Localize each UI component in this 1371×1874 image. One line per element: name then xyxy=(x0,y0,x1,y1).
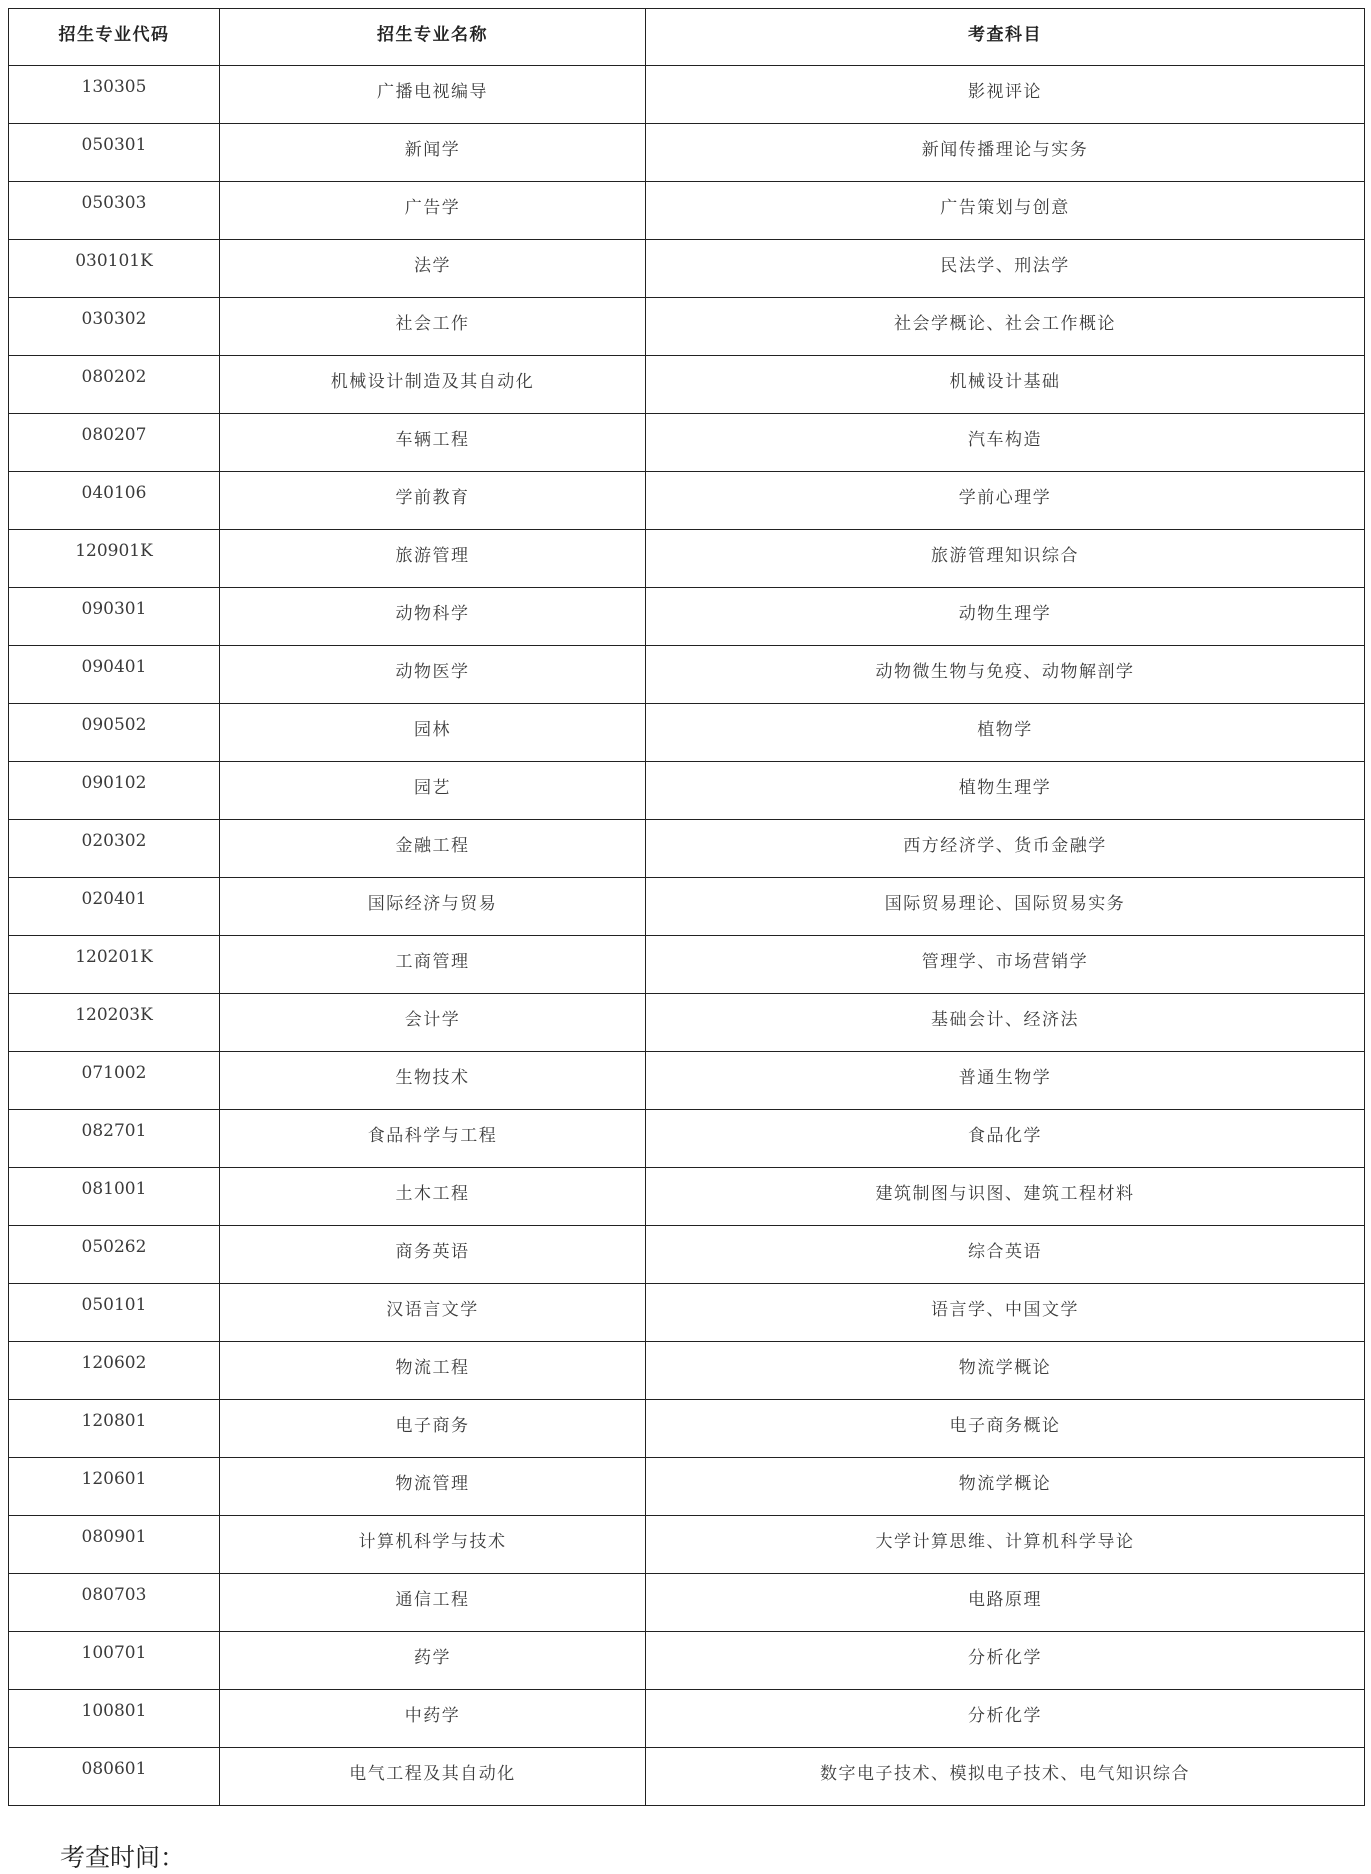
major-code-cell: 020302 xyxy=(9,820,220,878)
major-code-cell: 120901K xyxy=(9,530,220,588)
major-name-cell: 广播电视编导 xyxy=(220,66,646,124)
major-code-cell: 082701 xyxy=(9,1110,220,1168)
header-row xyxy=(9,9,1365,66)
major-name-cell: 动物医学 xyxy=(220,646,646,704)
table-row xyxy=(9,66,1365,124)
major-code-cell: 030302 xyxy=(9,298,220,356)
table-row xyxy=(9,124,1365,182)
table-row xyxy=(9,1632,1365,1690)
table-row xyxy=(9,1574,1365,1632)
major-name-cell: 通信工程 xyxy=(220,1574,646,1632)
table-row xyxy=(9,1748,1365,1806)
major-code-cell: 130305 xyxy=(9,66,220,124)
major-code-cell: 120201K xyxy=(9,936,220,994)
exam-subjects-cell: 物流学概论 xyxy=(646,1458,1365,1516)
major-name-cell: 广告学 xyxy=(220,182,646,240)
table-row xyxy=(9,1690,1365,1748)
major-code-cell: 080601 xyxy=(9,1748,220,1806)
exam-subjects-cell: 动物生理学 xyxy=(646,588,1365,646)
major-code-cell: 030101K xyxy=(9,240,220,298)
exam-subjects-cell: 新闻传播理论与实务 xyxy=(646,124,1365,182)
table-row xyxy=(9,646,1365,704)
major-code-cell: 050303 xyxy=(9,182,220,240)
table-body xyxy=(9,66,1365,1806)
exam-subjects-cell: 数字电子技术、模拟电子技术、电气知识综合 xyxy=(646,1748,1365,1806)
major-name-cell: 金融工程 xyxy=(220,820,646,878)
exam-subjects-cell: 综合英语 xyxy=(646,1226,1365,1284)
table-row xyxy=(9,936,1365,994)
table-row xyxy=(9,472,1365,530)
table-row xyxy=(9,994,1365,1052)
header-exam-subjects: 考查科目 xyxy=(646,9,1365,66)
major-code-cell: 090102 xyxy=(9,762,220,820)
table-row xyxy=(9,1052,1365,1110)
header-major-code: 招生专业代码 xyxy=(9,9,220,66)
major-name-cell: 学前教育 xyxy=(220,472,646,530)
exam-subjects-cell: 影视评论 xyxy=(646,66,1365,124)
exam-subjects-cell: 分析化学 xyxy=(646,1690,1365,1748)
exam-subjects-cell: 建筑制图与识图、建筑工程材料 xyxy=(646,1168,1365,1226)
exam-subjects-cell: 植物生理学 xyxy=(646,762,1365,820)
major-code-cell: 100701 xyxy=(9,1632,220,1690)
major-code-cell: 050262 xyxy=(9,1226,220,1284)
table-row xyxy=(9,530,1365,588)
table-row xyxy=(9,182,1365,240)
major-name-cell: 汉语言文学 xyxy=(220,1284,646,1342)
exam-subjects-cell: 旅游管理知识综合 xyxy=(646,530,1365,588)
exam-subjects-cell: 物流学概论 xyxy=(646,1342,1365,1400)
major-code-cell: 120602 xyxy=(9,1342,220,1400)
major-name-cell: 中药学 xyxy=(220,1690,646,1748)
exam-subjects-cell: 基础会计、经济法 xyxy=(646,994,1365,1052)
major-code-cell: 080703 xyxy=(9,1574,220,1632)
exam-subjects-cell: 电路原理 xyxy=(646,1574,1365,1632)
major-name-cell: 土木工程 xyxy=(220,1168,646,1226)
subjects-table-container xyxy=(8,8,1364,1806)
exam-subjects-cell: 广告策划与创意 xyxy=(646,182,1365,240)
major-code-cell: 120801 xyxy=(9,1400,220,1458)
major-name-cell: 车辆工程 xyxy=(220,414,646,472)
exam-subjects-cell: 汽车构造 xyxy=(646,414,1365,472)
exam-subjects-cell: 动物微生物与免疫、动物解剖学 xyxy=(646,646,1365,704)
table-row xyxy=(9,820,1365,878)
table-row xyxy=(9,762,1365,820)
table-row xyxy=(9,1342,1365,1400)
exam-subjects-cell: 普通生物学 xyxy=(646,1052,1365,1110)
major-code-cell: 081001 xyxy=(9,1168,220,1226)
header-major-name: 招生专业名称 xyxy=(220,9,646,66)
exam-subjects-cell: 大学计算思维、计算机科学导论 xyxy=(646,1516,1365,1574)
exam-subjects-cell: 分析化学 xyxy=(646,1632,1365,1690)
major-name-cell: 计算机科学与技术 xyxy=(220,1516,646,1574)
table-row xyxy=(9,356,1365,414)
exam-subjects-cell: 电子商务概论 xyxy=(646,1400,1365,1458)
table-row xyxy=(9,1226,1365,1284)
major-name-cell: 国际经济与贸易 xyxy=(220,878,646,936)
major-code-cell: 080207 xyxy=(9,414,220,472)
major-code-cell: 050101 xyxy=(9,1284,220,1342)
table-row xyxy=(9,588,1365,646)
major-code-cell: 090502 xyxy=(9,704,220,762)
major-name-cell: 机械设计制造及其自动化 xyxy=(220,356,646,414)
exam-subjects-cell: 机械设计基础 xyxy=(646,356,1365,414)
exam-subjects-cell: 管理学、市场营销学 xyxy=(646,936,1365,994)
exam-subjects-cell: 植物学 xyxy=(646,704,1365,762)
major-name-cell: 物流管理 xyxy=(220,1458,646,1516)
major-code-cell: 120601 xyxy=(9,1458,220,1516)
major-name-cell: 社会工作 xyxy=(220,298,646,356)
major-code-cell: 080901 xyxy=(9,1516,220,1574)
major-name-cell: 动物科学 xyxy=(220,588,646,646)
major-code-cell: 020401 xyxy=(9,878,220,936)
table-row xyxy=(9,704,1365,762)
table-row xyxy=(9,240,1365,298)
major-code-cell: 100801 xyxy=(9,1690,220,1748)
major-name-cell: 新闻学 xyxy=(220,124,646,182)
major-name-cell: 电气工程及其自动化 xyxy=(220,1748,646,1806)
major-code-cell: 080202 xyxy=(9,356,220,414)
major-name-cell: 生物技术 xyxy=(220,1052,646,1110)
major-code-cell: 071002 xyxy=(9,1052,220,1110)
major-name-cell: 电子商务 xyxy=(220,1400,646,1458)
major-name-cell: 会计学 xyxy=(220,994,646,1052)
major-name-cell: 食品科学与工程 xyxy=(220,1110,646,1168)
exam-subjects-cell: 语言学、中国文学 xyxy=(646,1284,1365,1342)
major-name-cell: 商务英语 xyxy=(220,1226,646,1284)
table-header xyxy=(9,9,1365,66)
major-name-cell: 药学 xyxy=(220,1632,646,1690)
major-name-cell: 旅游管理 xyxy=(220,530,646,588)
major-code-cell: 090401 xyxy=(9,646,220,704)
table-row xyxy=(9,1284,1365,1342)
major-name-cell: 园艺 xyxy=(220,762,646,820)
major-name-cell: 法学 xyxy=(220,240,646,298)
major-code-cell: 050301 xyxy=(9,124,220,182)
table-row xyxy=(9,1458,1365,1516)
exam-subjects-cell: 食品化学 xyxy=(646,1110,1365,1168)
exam-subjects-cell: 学前心理学 xyxy=(646,472,1365,530)
table-row xyxy=(9,1516,1365,1574)
table-row xyxy=(9,298,1365,356)
exam-subjects-cell: 西方经济学、货币金融学 xyxy=(646,820,1365,878)
table-row xyxy=(9,878,1365,936)
exam-subjects-cell: 社会学概论、社会工作概论 xyxy=(646,298,1365,356)
major-code-cell: 040106 xyxy=(9,472,220,530)
exam-time-label: 考查时间： xyxy=(60,1843,186,1872)
exam-subjects-cell: 国际贸易理论、国际贸易实务 xyxy=(646,878,1365,936)
exam-subjects-cell: 民法学、刑法学 xyxy=(646,240,1365,298)
major-name-cell: 工商管理 xyxy=(220,936,646,994)
major-name-cell: 园林 xyxy=(220,704,646,762)
major-name-cell: 物流工程 xyxy=(220,1342,646,1400)
table-row xyxy=(9,1110,1365,1168)
subjects-table xyxy=(8,8,1365,1806)
table-row xyxy=(9,1400,1365,1458)
major-code-cell: 090301 xyxy=(9,588,220,646)
major-code-cell: 120203K xyxy=(9,994,220,1052)
table-row xyxy=(9,1168,1365,1226)
table-row xyxy=(9,414,1365,472)
